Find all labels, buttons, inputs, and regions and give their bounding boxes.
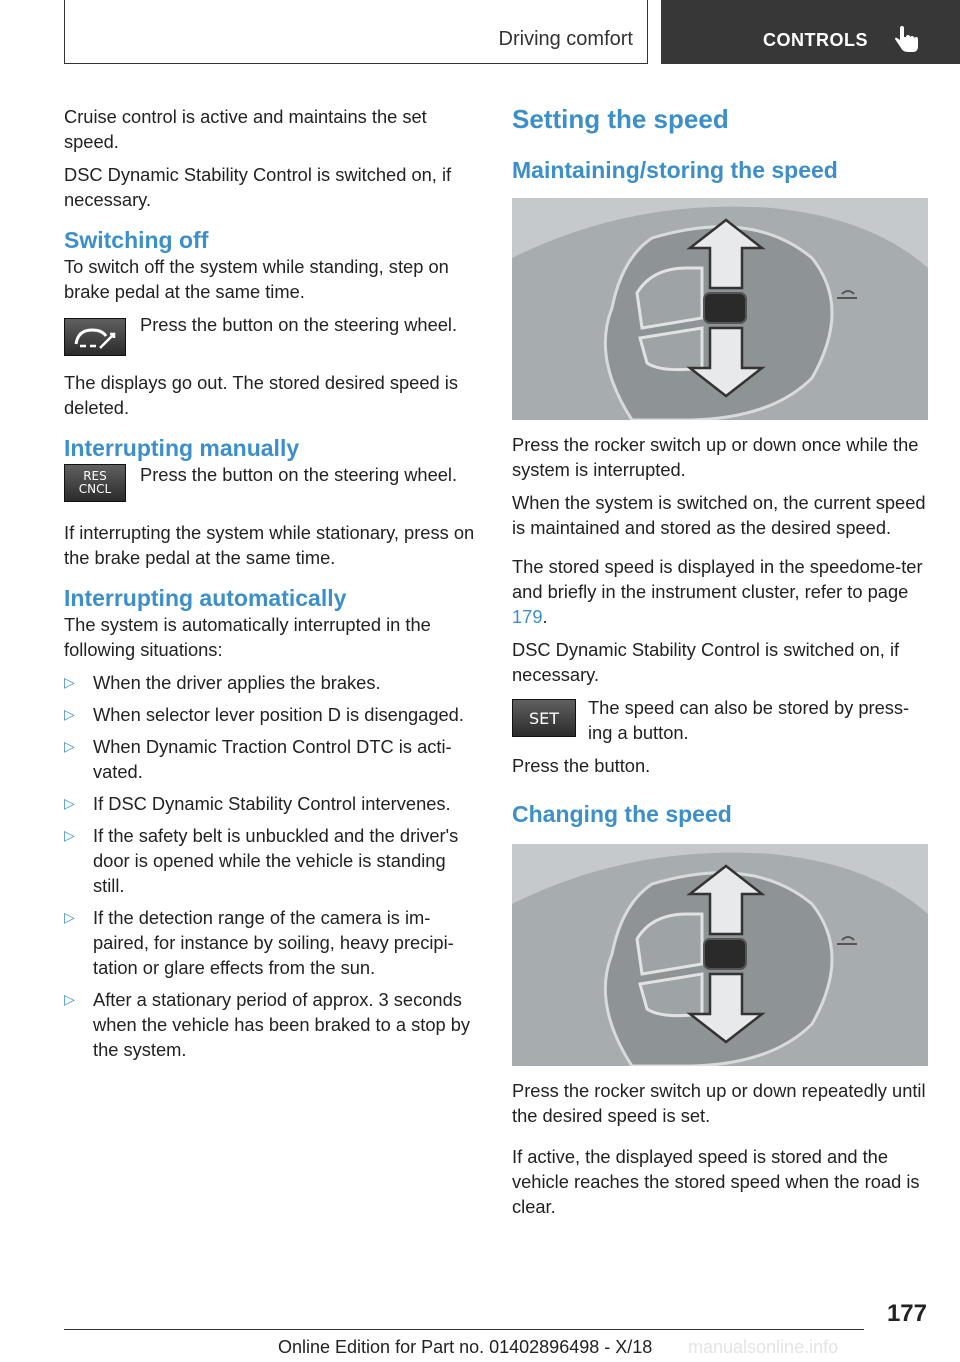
paragraph: DSC Dynamic Stability Control is switched on, if necessary. bbox=[512, 639, 900, 685]
left-column bbox=[64, 104, 480, 1069]
steering-wheel-rocker-illustration bbox=[512, 844, 928, 1066]
set-button-icon: SET bbox=[512, 699, 576, 737]
paragraph: Cruise control is active and maintains the set speed. bbox=[64, 106, 427, 152]
triangle-bullet-icon: ▷ bbox=[64, 795, 75, 811]
page-reference-link[interactable]: 179 bbox=[512, 606, 543, 627]
triangle-bullet-icon: ▷ bbox=[64, 738, 75, 754]
res-cncl-button-icon: RES CNCL bbox=[64, 464, 126, 502]
edition-text: Online Edition for Part no. 01402896498 - X/18 bbox=[278, 1337, 653, 1357]
heading-switching-off: Switching off bbox=[64, 227, 209, 253]
icon-row-cruise bbox=[64, 312, 480, 362]
heading-interrupting-manually: Interrupting manually bbox=[64, 435, 300, 461]
paragraph: To switch off the system while standing, step on brake pedal at the same time. bbox=[64, 256, 449, 302]
paragraph: The displays go out. The stored desired speed is deleted. bbox=[64, 372, 458, 418]
triangle-bullet-icon: ▷ bbox=[64, 674, 75, 690]
paragraph: If interrupting the system while stationary, press on the brake pedal at the same time. bbox=[64, 522, 475, 568]
steering-wheel-rocker-illustration bbox=[512, 198, 928, 420]
paragraph: When the system is switched on, the current speed is maintained and stored as the desired speed. bbox=[512, 492, 926, 538]
heading-setting-the-speed: Setting the speed bbox=[512, 104, 729, 134]
watermark-brand: manualsonline.info bbox=[688, 1337, 839, 1357]
cruise-control-icon bbox=[64, 318, 126, 356]
heading-interrupting-automatically: Interrupting automatically bbox=[64, 585, 347, 611]
list-item: ▷ When the driver applies the brakes. bbox=[64, 672, 381, 693]
list-item: ▷ If the detection range of the camera is im‐paired, for instance by soiling, heavy precipi‐tation or glare effects from the sun. bbox=[64, 907, 454, 978]
list-item: ▷ If the safety belt is unbuckled and the driver's door is opened while the vehicle is standing still. bbox=[64, 825, 459, 896]
footer-divider bbox=[64, 1329, 864, 1330]
triangle-bullet-icon: ▷ bbox=[64, 909, 75, 925]
header-section-box bbox=[64, 0, 648, 64]
icon-caption: Press the button on the steering wheel. bbox=[140, 314, 458, 335]
list-item: ▷ When Dynamic Traction Control DTC is acti‐vated. bbox=[64, 736, 452, 782]
pointing-hand-icon bbox=[894, 26, 920, 54]
heading-changing-the-speed: Changing the speed bbox=[512, 801, 732, 827]
triangle-bullet-icon: ▷ bbox=[64, 827, 75, 843]
icon-row-set bbox=[512, 695, 928, 745]
situations-list bbox=[64, 670, 480, 1062]
paragraph: If active, the displayed speed is stored and the vehicle reaches the stored speed when the road is clear. bbox=[512, 1146, 920, 1217]
paragraph: Press the button. bbox=[512, 755, 651, 776]
paragraph: DSC Dynamic Stability Control is switched on, if necessary. bbox=[64, 164, 452, 210]
page-number: 177 bbox=[886, 1300, 927, 1327]
icon-caption: The speed can also be stored by press‐ing a button. bbox=[588, 697, 910, 743]
paragraph: Press the rocker switch up or down repeatedly until the desired speed is set. bbox=[512, 1080, 926, 1126]
right-column bbox=[512, 104, 928, 1227]
paragraph: Press the rocker switch up or down once while the system is interrupted. bbox=[512, 434, 919, 480]
triangle-bullet-icon: ▷ bbox=[64, 706, 75, 722]
chapter-tab[interactable] bbox=[661, 0, 960, 64]
triangle-bullet-icon: ▷ bbox=[64, 991, 75, 1007]
section-title: Driving comfort bbox=[498, 28, 633, 50]
list-item: ▷ If DSC Dynamic Stability Control intervenes. bbox=[64, 793, 451, 814]
chapter-title: CONTROLS bbox=[763, 30, 868, 50]
icon-row-res-cncl bbox=[64, 462, 480, 512]
list-item: ▷ When selector lever position D is disengaged. bbox=[64, 704, 464, 725]
paragraph: The system is automatically interrupted in the following situations: bbox=[64, 614, 431, 660]
icon-caption: Press the button on the steering wheel. bbox=[140, 464, 458, 485]
paragraph: The stored speed is displayed in the speedome‐ter and briefly in the instrument cluster, refer to page 179. bbox=[512, 556, 923, 627]
heading-maintaining-storing: Maintaining/storing the speed bbox=[512, 157, 838, 183]
list-item: ▷ After a stationary period of approx. 3 seconds when the vehicle has been braked to a stop by the system. bbox=[64, 989, 471, 1060]
